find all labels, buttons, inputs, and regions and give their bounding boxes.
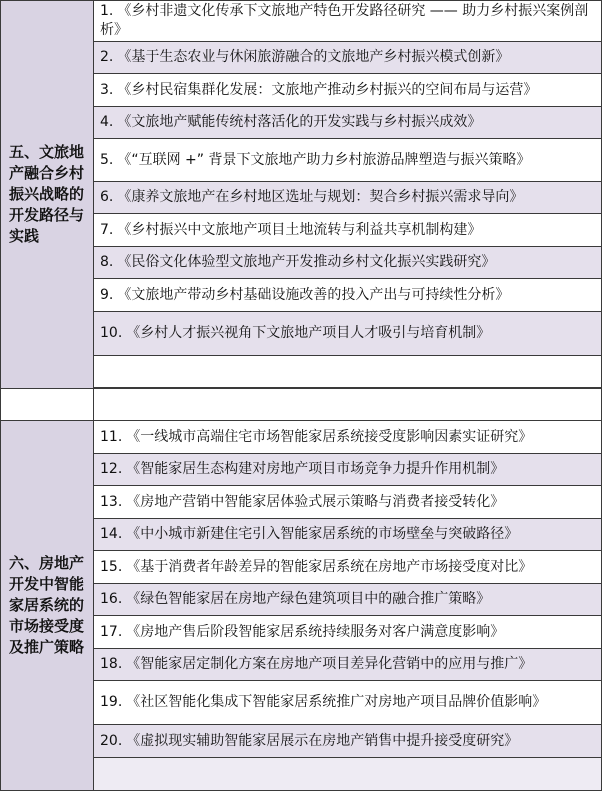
- topic-row: 7. 《乡村振兴中文旅地产项目土地流转与利益共享机制构建》: [94, 214, 602, 247]
- empty-row: [94, 356, 602, 388]
- section-6-title: 六、房地产开发中智能家居系统的市场接受度及推广策略: [1, 421, 94, 791]
- topic-row: 15. 《基于消费者年龄差异的智能家居系统在房地产市场接受度对比》: [94, 551, 602, 584]
- topic-row: 13. 《房地产营销中智能家居体验式展示策略与消费者接受转化》: [94, 486, 602, 519]
- empty-cell: [1, 389, 94, 421]
- topic-row: 1. 《乡村非遗文化传承下文旅地产特色开发路径研究 —— 助力乡村振兴案例剖析》: [94, 1, 602, 42]
- empty-row: [94, 389, 602, 421]
- topic-row: 10. 《乡村人才振兴视角下文旅地产项目人才吸引与培育机制》: [94, 312, 602, 356]
- topic-row: 17. 《房地产售后阶段智能家居系统持续服务对客户满意度影响》: [94, 616, 602, 649]
- topic-row: 6. 《康养文旅地产在乡村地区选址与规划：契合乡村振兴需求导向》: [94, 182, 602, 214]
- topic-row: 14. 《中小城市新建住宅引入智能家居系统的市场壁垒与突破路径》: [94, 519, 602, 551]
- topic-row: 4. 《文旅地产赋能传统村落活化的开发实践与乡村振兴成效》: [94, 107, 602, 139]
- topic-row: 19. 《社区智能化集成下智能家居系统推广对房地产项目品牌价值影响》: [94, 681, 602, 725]
- topic-row: 5. 《“互联网 +” 背景下文旅地产助力乡村旅游品牌塑造与振兴策略》: [94, 139, 602, 182]
- topic-row: 12. 《智能家居生态构建对房地产项目市场竞争力提升作用机制》: [94, 454, 602, 486]
- topic-row: 16. 《绿色智能家居在房地产绿色建筑项目中的融合推广策略》: [94, 584, 602, 616]
- topic-row: 2. 《基于生态农业与休闲旅游融合的文旅地产乡村振兴模式创新》: [94, 42, 602, 74]
- empty-row: [94, 758, 602, 791]
- topic-row: 20. 《虚拟现实辅助智能家居展示在房地产销售中提升接受度研究》: [94, 725, 602, 758]
- topic-row: 18. 《智能家居定制化方案在房地产项目差异化营销中的应用与推广》: [94, 649, 602, 681]
- section-5-title: 五、文旅地产融合乡村振兴战略的开发路径与实践: [1, 1, 94, 389]
- topic-row: 3. 《乡村民宿集群化发展：文旅地产推动乡村振兴的空间布局与运营》: [94, 74, 602, 107]
- topic-row: 8. 《民俗文化体验型文旅地产开发推动乡村文化振兴实践研究》: [94, 247, 602, 279]
- topic-row: 9. 《文旅地产带动乡村基础设施改善的投入产出与可持续性分析》: [94, 279, 602, 312]
- topic-row: 11. 《一线城市高端住宅市场智能家居系统接受度影响因素实证研究》: [94, 421, 602, 454]
